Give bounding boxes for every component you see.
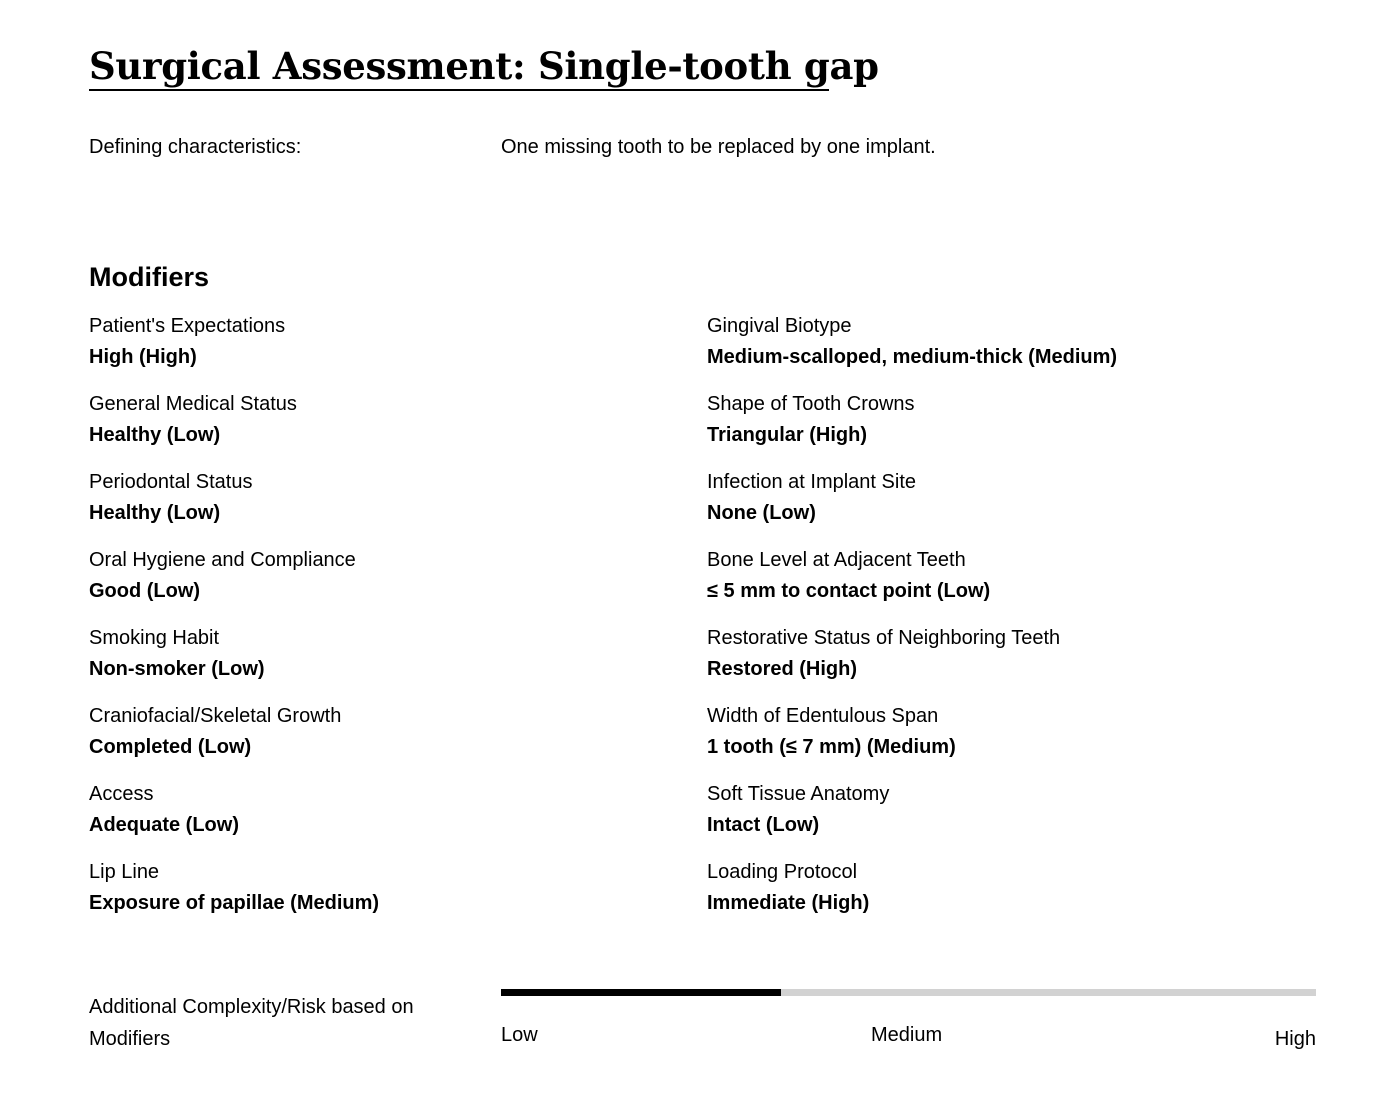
modifier-label: Craniofacial/Skeletal Growth	[89, 705, 342, 727]
modifier-label: Infection at Implant Site	[707, 471, 917, 493]
modifier-patients-expectations	[89, 311, 707, 389]
modifier-label: Periodontal Status	[89, 471, 253, 493]
modifier-value: Adequate (Low)	[89, 814, 239, 836]
risk-scale-low-label: Low	[501, 1024, 538, 1046]
modifier-label: Gingival Biotype	[707, 315, 852, 337]
modifier-general-medical-status	[89, 389, 707, 467]
modifier-value: Triangular (High)	[707, 424, 867, 446]
modifier-bone-level	[707, 545, 1319, 623]
modifier-value: Healthy (Low)	[89, 424, 221, 446]
modifier-periodontal-status	[89, 467, 707, 545]
modifier-craniofacial-growth	[89, 701, 707, 779]
risk-label: Additional Complexity/Risk based on Modifiers	[89, 996, 414, 1050]
modifier-value: Medium-scalloped, medium-thick (Medium)	[707, 346, 1118, 368]
defining-characteristics-label: Defining characteristics:	[89, 136, 302, 158]
modifier-label: Shape of Tooth Crowns	[707, 393, 915, 415]
modifier-value: Immediate (High)	[707, 892, 870, 914]
modifier-label: Soft Tissue Anatomy	[707, 783, 890, 805]
modifier-oral-hygiene	[89, 545, 707, 623]
risk-scale-high-label: High	[1274, 1028, 1316, 1050]
modifier-value: Healthy (Low)	[89, 502, 221, 524]
modifier-smoking-habit	[89, 623, 707, 701]
modifier-lip-line	[89, 857, 707, 935]
risk-scale-fill	[501, 989, 781, 996]
defining-characteristics-value: One missing tooth to be replaced by one implant.	[501, 136, 936, 158]
modifier-access	[89, 779, 707, 857]
modifier-restorative-status	[707, 623, 1319, 701]
modifier-shape-of-tooth-crowns	[707, 389, 1319, 467]
title-underline	[89, 89, 829, 91]
modifier-label: Patient's Expectations	[89, 315, 286, 337]
modifier-label: Smoking Habit	[89, 627, 220, 649]
modifier-label: Width of Edentulous Span	[707, 705, 939, 727]
modifier-label: Loading Protocol	[707, 861, 858, 883]
modifier-value: Good (Low)	[89, 580, 201, 602]
modifier-label: Access	[89, 783, 154, 805]
modifier-value: ≤ 5 mm to contact point (Low)	[707, 580, 991, 602]
modifier-value: Intact (Low)	[707, 814, 820, 836]
page-title: Surgical Assessment: Single-tooth gap	[89, 44, 879, 88]
modifier-soft-tissue-anatomy	[707, 779, 1319, 857]
risk-scale-track	[501, 989, 1316, 996]
modifier-value: None (Low)	[707, 502, 816, 524]
modifier-infection-at-implant-site	[707, 467, 1319, 545]
modifier-value: Exposure of papillae (Medium)	[89, 892, 380, 914]
modifiers-heading: Modifiers	[89, 262, 210, 292]
modifier-width-of-edentulous-span	[707, 701, 1319, 779]
modifier-value: High (High)	[89, 346, 197, 368]
modifier-loading-protocol	[707, 857, 1319, 935]
modifier-value: Non-smoker (Low)	[89, 658, 265, 680]
modifier-gingival-biotype	[707, 311, 1319, 389]
modifier-label: Bone Level at Adjacent Teeth	[707, 549, 966, 571]
modifier-value: Restored (High)	[707, 658, 857, 680]
risk-scale-medium-label: Medium	[871, 1024, 943, 1046]
modifiers-list	[89, 311, 1319, 935]
modifier-label: Oral Hygiene and Compliance	[89, 549, 356, 571]
modifier-label: Restorative Status of Neighboring Teeth	[707, 627, 1061, 649]
modifier-value: 1 tooth (≤ 7 mm) (Medium)	[707, 736, 956, 758]
modifier-value: Completed (Low)	[89, 736, 252, 758]
modifier-label: Lip Line	[89, 861, 160, 883]
modifier-label: General Medical Status	[89, 393, 297, 415]
